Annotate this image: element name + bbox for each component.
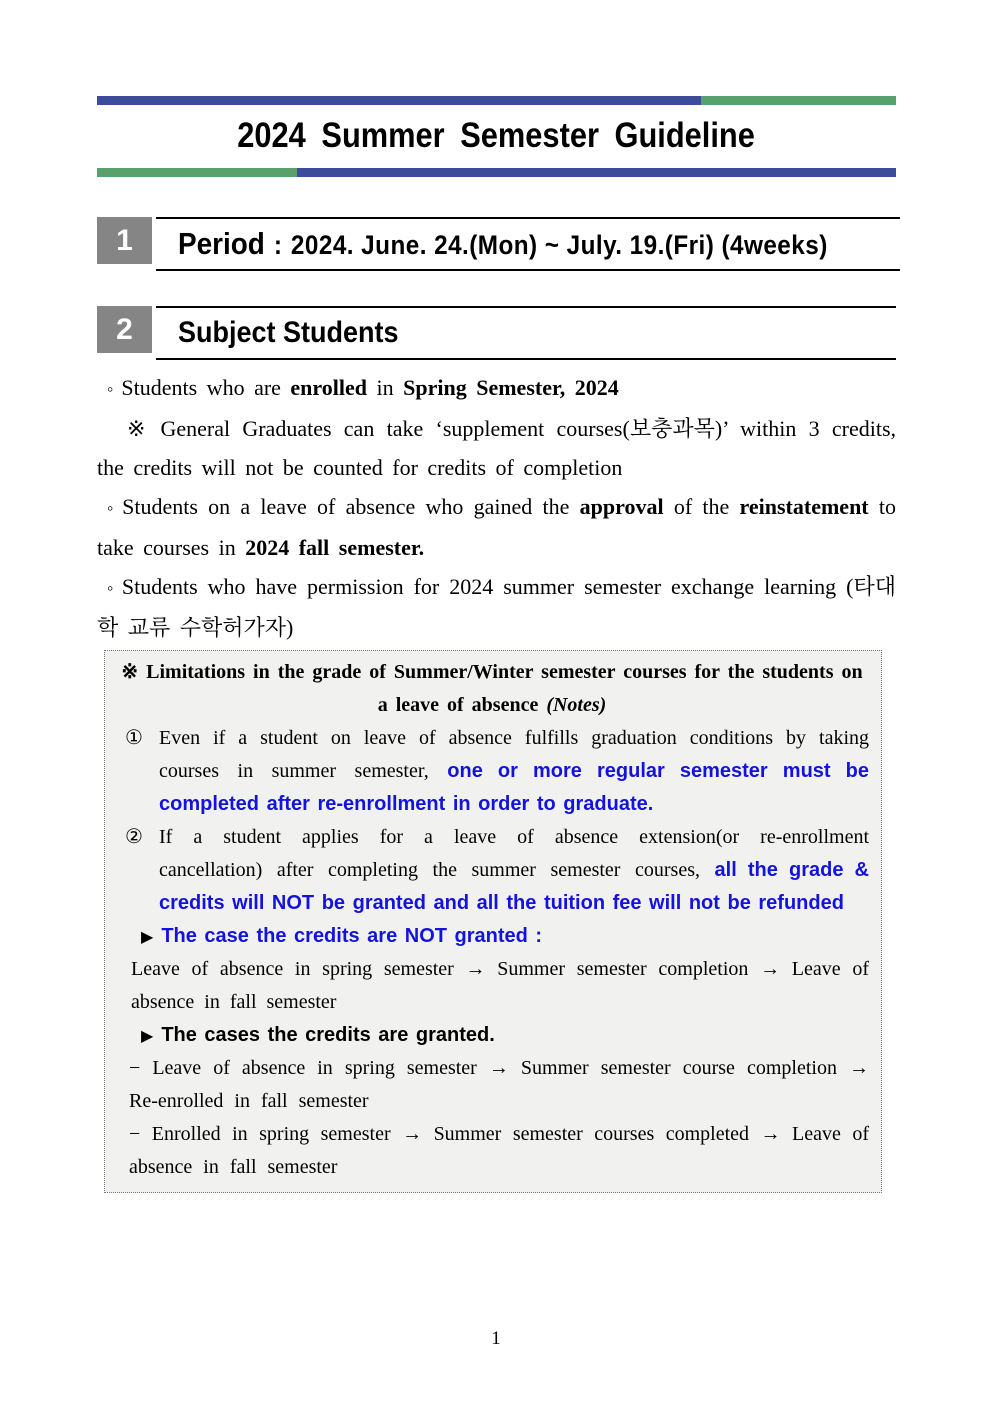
note-item-1-text: Even if a student on leave of absence fulfills graduation conditions by taking courses in summer semester, — [159, 727, 869, 782]
section-1-heading — [156, 217, 900, 271]
circle-bullet-icon: ◦ — [107, 379, 114, 399]
bullet-exchange-text: Students who have permission for 2024 summer semester exchange learning (타대학 교류 수학허가자) — [97, 574, 896, 640]
bullet-exchange — [97, 567, 896, 647]
case-granted-title-text: The cases the credits are granted. — [161, 1024, 495, 1046]
section-2-heading — [156, 306, 896, 360]
circle-bullet-icon: ◦ — [107, 498, 115, 518]
circled-one-icon: ① — [125, 727, 143, 749]
note-item-1-highlight: one or more regular semester must be completed after re-enrollment in order to graduate. — [159, 760, 870, 815]
bullet-leave-bold: reinstatement — [739, 494, 869, 519]
bullet-enrolled-text: in — [367, 375, 404, 400]
note-general-graduates: ※ General Graduates can take ‘supplement courses(보충과목)’ within 3 credits, the credits will not be counted for credits of completion — [97, 416, 896, 480]
note-item-2-text: If a student applies for a leave of absence extension(or re-enrollment cancellation) after completing the summer semester courses, — [159, 826, 869, 881]
period-colon: : — [273, 230, 282, 260]
limitations-notes-box — [104, 650, 882, 1193]
circle-bullet-icon: ◦ — [107, 578, 114, 598]
section-1-number-badge: 1 — [97, 217, 152, 264]
case-not-granted-title-text: The case the credits are NOT granted : — [161, 925, 543, 947]
bullet-enrolled-bold: Spring Semester, 2024 — [403, 375, 619, 400]
case-granted-item-1: − Leave of absence in spring semester → Summer semester course completion → Re-enrolled in fall semester — [129, 1057, 869, 1112]
bullet-enrolled — [97, 368, 896, 409]
notes-header-text: ※ Limitations in the grade of Summer/Winter semester courses for the students on a leave of absence — [121, 661, 863, 716]
notes-header-italic: (Notes) — [546, 694, 607, 716]
note-item-2 — [115, 821, 869, 920]
section-period — [97, 217, 896, 271]
section-2-title: Subject Students — [178, 316, 399, 349]
title-divider-top — [97, 96, 896, 105]
triangle-bullet-icon: ▶ — [141, 1026, 154, 1045]
period-label: Period — [178, 226, 265, 261]
navy-bar-segment — [97, 96, 701, 105]
case-not-granted-flow: Leave of absence in spring semester → Summer semester completion → Leave of absence in fall semester — [131, 958, 869, 1013]
bullet-enrolled-bold: enrolled — [290, 375, 368, 400]
period-value: 2024. June. 24.(Mon) ~ July. 19.(Fri) (4weeks) — [290, 230, 828, 260]
document-title-text: 2024 Summer Semester Guideline — [237, 116, 756, 155]
navy-bar-segment — [297, 168, 896, 177]
bullet-leave-bold: approval — [579, 494, 664, 519]
case-not-granted-title — [115, 920, 869, 953]
subject-students-list — [97, 368, 896, 647]
title-divider-bottom — [97, 168, 896, 177]
page-number: 1 — [491, 1328, 501, 1349]
section-subject-students — [97, 306, 896, 360]
triangle-bullet-icon: ▶ — [141, 927, 154, 946]
bullet-leave-text: to take courses in — [97, 494, 896, 560]
bullet-leave-text: Students on a leave of absence who gained the — [122, 494, 580, 519]
green-bar-segment — [97, 168, 297, 177]
bullet-leave-bold: 2024 fall semester. — [245, 535, 425, 560]
bullet-leave-text: of the — [663, 494, 740, 519]
case-granted-item-2: − Enrolled in spring semester → Summer semester courses completed → Leave of absence in fall semester — [129, 1123, 869, 1178]
notes-box-header — [115, 656, 869, 722]
note-item-1 — [115, 722, 869, 821]
note-item-2-highlight: all the grade & credits will NOT be granted and all the tuition fee will not be refunded — [159, 859, 870, 914]
case-granted-title — [115, 1019, 869, 1052]
document-title — [97, 108, 896, 164]
bullet-leave-of-absence — [97, 487, 896, 567]
bullet-enrolled-text: Students who are — [121, 375, 291, 400]
circled-two-icon: ② — [125, 826, 143, 848]
section-2-number-badge: 2 — [97, 306, 152, 353]
green-bar-segment — [701, 96, 896, 105]
